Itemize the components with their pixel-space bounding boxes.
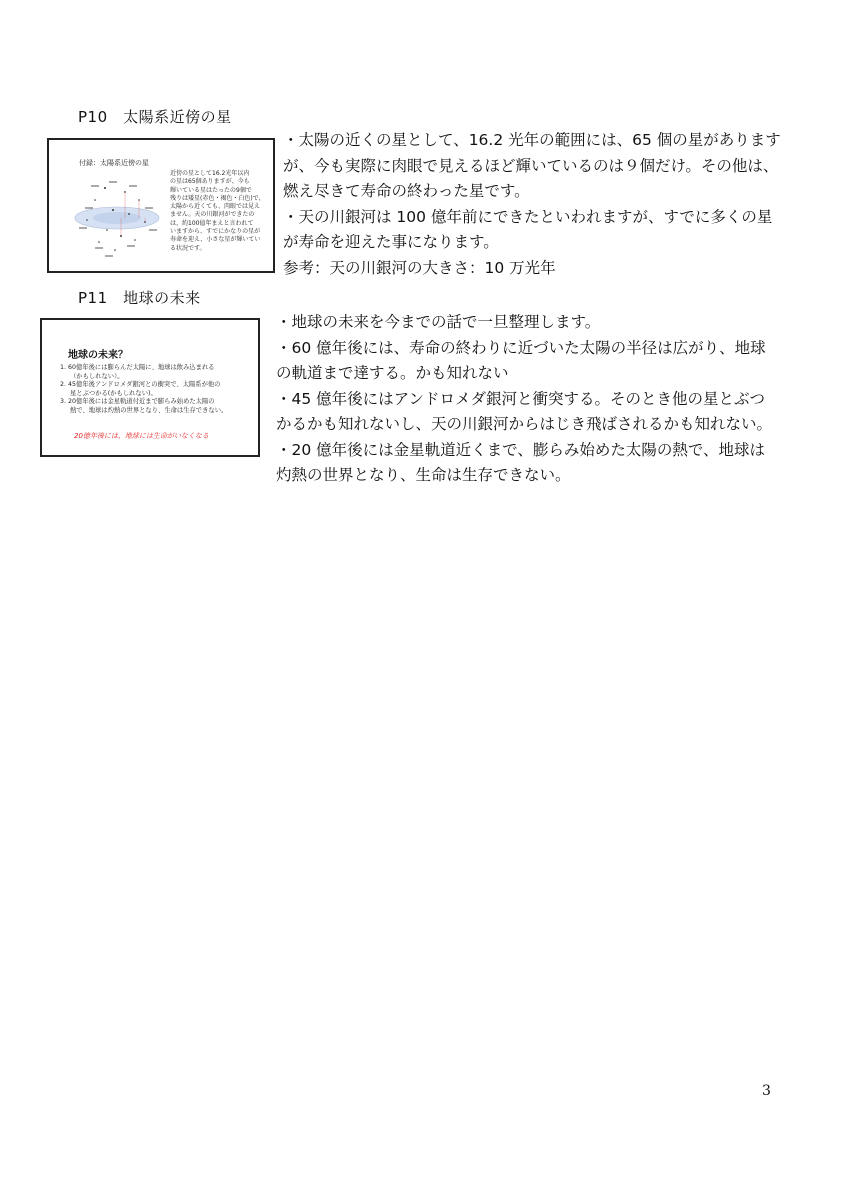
slide-line: 太陽から近くても、肉眼では見え — [170, 203, 261, 211]
slide-line: いますから、すでにかなりの星が — [170, 228, 261, 236]
slide-line: は、約100億年まえと言われて — [170, 219, 254, 227]
page-number: 3 — [762, 1083, 771, 1099]
paragraph-line: が寿命を迎えた事になります。 — [283, 233, 499, 251]
slide-body-text — [170, 170, 275, 253]
slide-line: 近傍の星として16.2光年以内 — [170, 170, 250, 177]
paragraph-line: ・60 億年後には、寿命の終わりに近づいた太陽の半径は広がり、地球 — [276, 338, 766, 357]
slide-list — [60, 364, 260, 416]
slide-line: の星は65個ありますが、今も — [170, 178, 250, 186]
slide-list-item: 星とぶつかる(かもしれない)。 — [70, 389, 157, 397]
section-body-p11 — [276, 310, 781, 489]
slide-thumbnail-nearby-stars — [47, 138, 275, 273]
slide-list-item: 3. 20億年後には金星軌道付近まで膨らみ始めた太陽の — [60, 398, 215, 406]
slide-line: ません。天の川銀河ができたの — [170, 211, 255, 219]
slide-highlight: 20億年後には、地球には生命がいなくなる — [74, 432, 209, 440]
slide-title: 地球の未来？ — [68, 350, 128, 361]
paragraph-line: ・地球の未来を今までの話で一旦整理します。 — [276, 313, 601, 331]
paragraph-line: ・天の川銀河は 100 億年前にできたといわれますが、すでに多くの星 — [283, 207, 773, 226]
slide-line: る状況です。 — [170, 244, 206, 252]
paragraph-line: 灼熱の世界となり、生命は生存できない。 — [276, 466, 571, 484]
paragraph-line: 参考：天の川銀河の大きさ：10 万光年 — [283, 258, 556, 277]
paragraph-line: 燃え尽きて寿命の終わった星です。 — [283, 182, 530, 200]
slide-thumbnail-earth-future — [40, 318, 260, 457]
slide-list-item: 2. 45億年後アンドロメダ銀河との衝突で、太陽系が他の — [60, 381, 221, 389]
slide-list-item: 1. 60億年後には膨らんだ太陽に、地球は飲み込まれる — [60, 364, 215, 371]
section-heading-p10: P10 太陽系近傍の星 — [78, 108, 232, 126]
paragraph-line: ・太陽の近くの星として、16.2 光年の範囲には、65 個の星があります — [283, 131, 781, 149]
paragraph-line: の軌道まで達する。かも知れない — [276, 364, 509, 382]
slide-list-item: 熱で、地球は灼熱の世界となり、生命は生存できない。 — [70, 406, 228, 414]
slide-title: 付録：太陽系近傍の星 — [79, 159, 149, 167]
slide-line: 輝いている星はたったの9個で — [170, 186, 252, 194]
slide-line: 寿命を迎え、小さな星が輝いてい — [170, 236, 261, 244]
paragraph-line: が、今も実際に肉眼で見えるほど輝いているのは９個だけ。その他は、 — [283, 156, 779, 175]
paragraph-line: ・20 億年後には金星軌道近くまで、膨らみ始めた太陽の熱で、地球は — [276, 440, 766, 459]
paragraph-line: ・45 億年後にはアンドロメダ銀河と衝突する。そのとき他の星とぶつ — [276, 389, 766, 408]
slide-line: 残りは矮星(赤色・褐色・白色)で、 — [170, 194, 265, 202]
paragraph-line: かるかも知れないし、天の川銀河からはじき飛ばされるかも知れない。 — [276, 415, 773, 433]
slide-list-item: （かもしれない）。 — [70, 372, 124, 380]
section-body-p10 — [283, 128, 783, 281]
section-heading-p11: P11 地球の未来 — [78, 289, 201, 307]
star-map-diagram — [65, 170, 175, 260]
